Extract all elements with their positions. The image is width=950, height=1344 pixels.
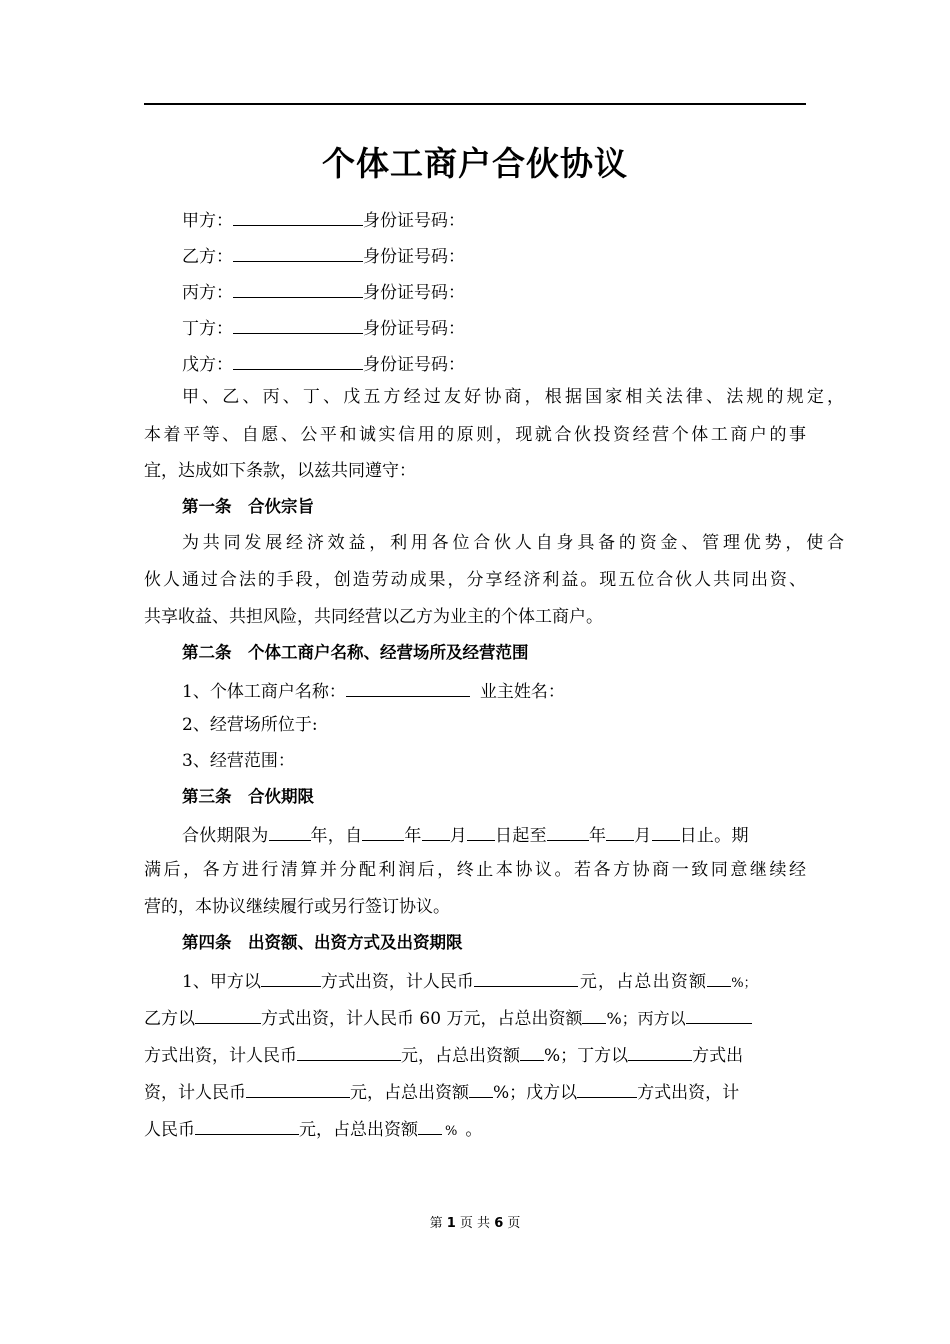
- intro-line: 本着平等、自愿、公平和诚实信用的原则，现就合伙投资经营个体工商户的事: [144, 425, 806, 445]
- text-segment: 月: [634, 826, 652, 846]
- text-segment: 合伙期限为: [182, 826, 269, 846]
- id-label: 身份证号码：: [363, 211, 465, 231]
- article4-line5: [144, 1116, 806, 1143]
- end-year-blank[interactable]: [547, 822, 589, 841]
- ding-percent-blank[interactable]: [469, 1079, 493, 1098]
- party-name-blank[interactable]: [233, 315, 363, 334]
- article2-heading: 第二条 个体工商户名称、经营场所及经营范围: [182, 643, 529, 662]
- party-label: 乙方：: [182, 247, 233, 267]
- text-segment: 月: [449, 826, 468, 846]
- party-line-jia: [144, 207, 844, 232]
- party-name-blank[interactable]: [233, 279, 363, 298]
- jia-amount-blank[interactable]: [474, 968, 578, 987]
- page-footer: [0, 1212, 950, 1231]
- ding-amount-blank[interactable]: [246, 1079, 350, 1098]
- text-segment: 元，占总出资额: [401, 1046, 520, 1066]
- article2-item1: [144, 678, 844, 703]
- bing-amount-blank[interactable]: [297, 1042, 401, 1061]
- id-label: 身份证号码：: [363, 247, 465, 267]
- article4-line3: [144, 1042, 806, 1067]
- party-name-blank[interactable]: [233, 243, 363, 262]
- text-segment: %；丙方以: [606, 1009, 686, 1028]
- footer-middle: 页 共: [459, 1216, 491, 1231]
- party-name-blank[interactable]: [233, 207, 363, 226]
- current-page-number: 1: [446, 1216, 456, 1231]
- header-rule: [144, 103, 806, 105]
- text-segment: 方式出: [692, 1046, 744, 1066]
- end-month-blank[interactable]: [606, 822, 634, 841]
- party-name-blank[interactable]: [233, 351, 363, 370]
- wu-percent-blank[interactable]: [418, 1116, 442, 1135]
- intro-line: 甲、乙、丙、丁、戊五方经过友好协商，根据国家相关法律、法规的规定，: [182, 387, 844, 407]
- owner-name-label: 业主姓名：: [479, 682, 565, 702]
- wu-amount-blank[interactable]: [195, 1116, 299, 1135]
- article4-line2: [144, 1005, 806, 1030]
- document-title: 个体工商户合伙协议: [322, 144, 628, 183]
- article1-line: 伙人通过合法的手段，创造劳动成果，分享经济利益。现五位合伙人共同出资、: [144, 570, 806, 590]
- article3-line1: [144, 822, 844, 847]
- article3-line2: 满后，各方进行清算并分配利润后，终止本协议。若各方协商一致同意继续经: [144, 860, 806, 880]
- text-segment: 日止。期: [679, 826, 749, 846]
- text-segment: 人民币: [144, 1120, 195, 1140]
- footer-prefix: 第: [429, 1216, 443, 1231]
- article3-heading: 第三条 合伙期限: [182, 787, 314, 806]
- party-line-ding: [144, 315, 844, 340]
- article1-heading: 第一条 合伙宗旨: [182, 497, 314, 516]
- article4-heading: 第四条 出资额、出资方式及出资期限: [182, 933, 463, 952]
- article4-line4: [144, 1079, 806, 1104]
- text-segment: 。: [465, 1120, 483, 1140]
- text-segment: 方式出资，计人民币 60 万元，占总出资额: [261, 1009, 583, 1029]
- ding-method-blank[interactable]: [628, 1042, 692, 1061]
- article2-item2: 2、经营场所位于:: [182, 715, 318, 735]
- footer-suffix: 页: [507, 1216, 521, 1231]
- end-day-blank[interactable]: [652, 822, 680, 841]
- text-segment: 元，占总出资额: [350, 1083, 469, 1103]
- text-segment: 日起至: [495, 826, 547, 846]
- start-year-blank[interactable]: [362, 822, 404, 841]
- article1-line: 共享收益、共担风险，共同经营以乙方为业主的个体工商户。: [144, 607, 603, 627]
- party-label: 丁方：: [182, 319, 233, 339]
- article3-line3: 营的，本协议继续履行或另行签订协议。: [144, 897, 450, 917]
- business-name-blank[interactable]: [346, 678, 470, 697]
- bing-percent-blank[interactable]: [520, 1042, 544, 1061]
- text-segment: %: [445, 1124, 458, 1139]
- party-line-yi: [144, 243, 844, 268]
- start-day-blank[interactable]: [467, 822, 495, 841]
- id-label: 身份证号码：: [363, 355, 465, 375]
- text-segment: 1、甲方以: [182, 972, 261, 992]
- text-segment: 方式出资，计: [637, 1083, 740, 1103]
- text-segment: 资，计人民币: [144, 1083, 246, 1103]
- text-segment: 年: [588, 826, 607, 846]
- text-segment: 方式出资，计人民币: [144, 1046, 297, 1066]
- party-label: 戊方：: [182, 355, 233, 375]
- article4-line1: [144, 968, 844, 995]
- total-pages-number: 6: [494, 1216, 504, 1231]
- jia-percent-blank[interactable]: [707, 968, 731, 987]
- wu-method-blank[interactable]: [577, 1079, 637, 1098]
- yi-method-blank[interactable]: [195, 1005, 261, 1024]
- start-month-blank[interactable]: [422, 822, 450, 841]
- party-line-bing: [144, 279, 844, 304]
- id-label: 身份证号码：: [363, 283, 465, 303]
- text-segment: %；: [731, 976, 757, 991]
- party-line-wu: [144, 351, 844, 376]
- yi-percent-blank[interactable]: [582, 1005, 606, 1024]
- text-segment: 元，占总出资额: [299, 1120, 418, 1140]
- text-segment: 元，占总出资额: [579, 972, 708, 992]
- bing-method-blank[interactable]: [686, 1005, 752, 1024]
- id-label: 身份证号码：: [363, 319, 465, 339]
- text-segment: 方式出资，计人民币: [320, 972, 474, 992]
- business-name-label: 1、个体工商户名称：: [182, 682, 346, 702]
- text-segment: %；戊方以: [493, 1083, 578, 1103]
- article1-line: 为共同发展经济效益，利用各位合伙人自身具备的资金、管理优势，使合: [182, 533, 844, 553]
- years-blank[interactable]: [269, 822, 311, 841]
- text-segment: 年: [404, 826, 422, 846]
- text-segment: 年，自: [310, 826, 363, 846]
- party-label: 甲方：: [182, 211, 233, 231]
- intro-line: 宜，达成如下条款，以兹共同遵守：: [144, 461, 416, 481]
- text-segment: %；丁方以: [544, 1046, 629, 1066]
- jia-method-blank[interactable]: [261, 968, 321, 987]
- article2-item3: 3、经营范围：: [182, 751, 295, 771]
- text-segment: 乙方以: [144, 1009, 195, 1029]
- party-label: 丙方：: [182, 283, 233, 303]
